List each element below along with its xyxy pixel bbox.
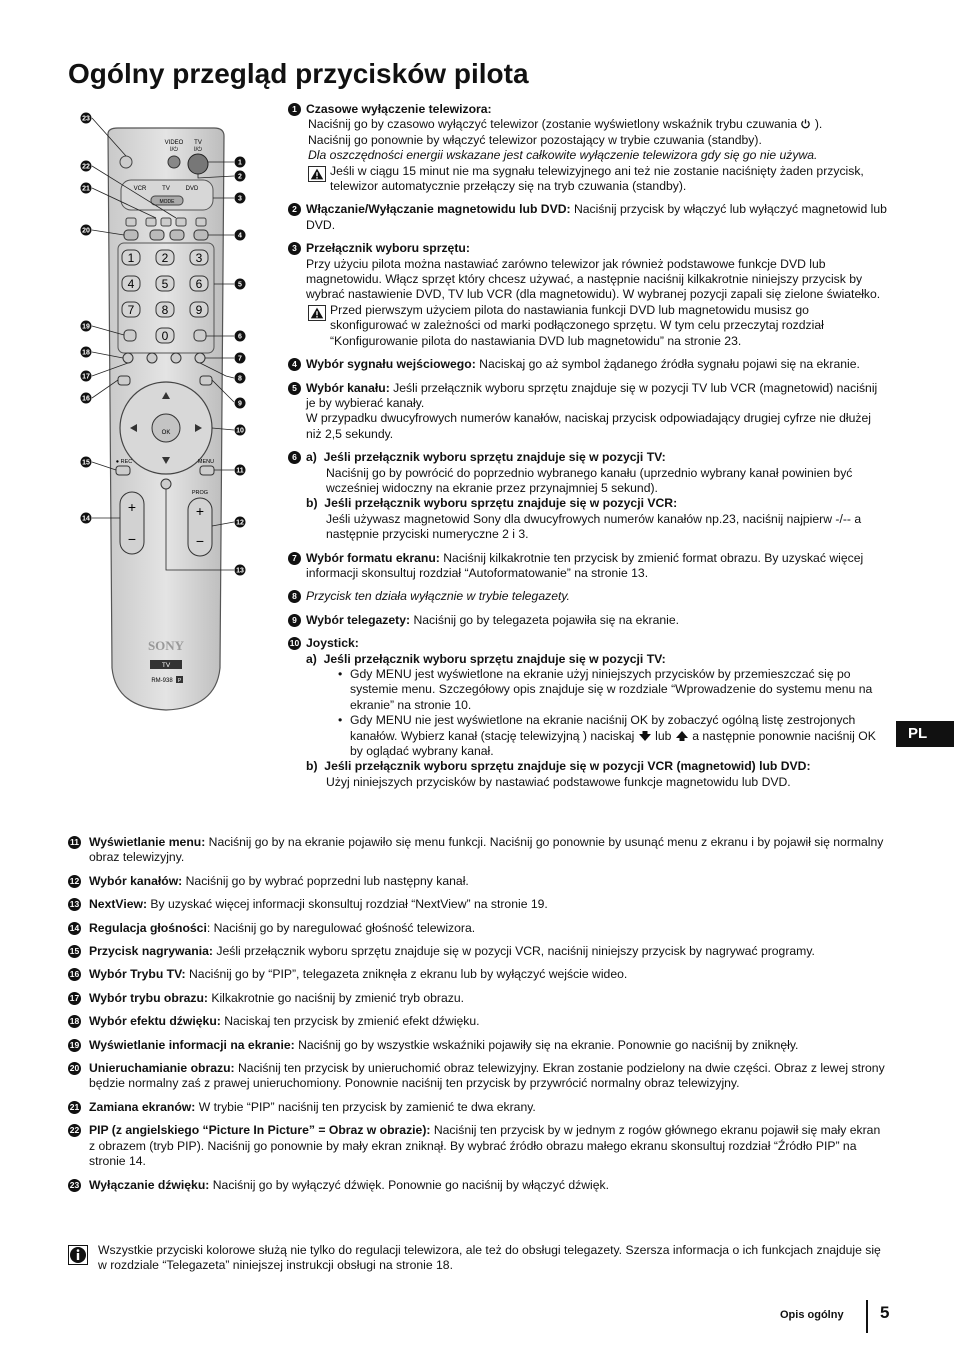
item-title: Włączanie/Wyłączanie magnetowidu lub DVD: bbox=[306, 202, 571, 217]
mute-button bbox=[120, 156, 132, 168]
item-text: Jeśli przełącznik wyboru sprzętu znajduje się w pozycji TV lub VCR (magnetowid) naciśnij je by wybierać kanały. bbox=[306, 380, 878, 410]
item-number: 9 bbox=[288, 614, 301, 627]
callout-6: 6 bbox=[238, 333, 242, 341]
item-title: Wybór sygnału wejściowego: bbox=[306, 357, 476, 372]
item-text: Naciśnij go by wyłączyć dźwięk. Ponownie go naciśnij by włączyć dźwięk. bbox=[212, 1177, 609, 1192]
remote-label-ok: OK bbox=[161, 430, 171, 436]
bullet-item: • Gdy MENU jest wyświetlone na ekranie użyj niniejszych przycisków by przemieszczać się po systemie menu. Szczegółowy opis znajduje się w rozdziale “Wprowadzenie do systemu menu na ekranie” na stronie 10. bbox=[338, 667, 888, 713]
item-9 bbox=[288, 613, 888, 628]
item-number: 22 bbox=[69, 1125, 80, 1136]
item-number: 10 bbox=[289, 638, 300, 649]
item-text: Naciśnij go by wszystkie wskaźniki pojawiły się na ekranie. Ponownie go naciśnij by zniknęły. bbox=[298, 1037, 799, 1052]
warning-icon bbox=[308, 305, 326, 321]
item-13 bbox=[68, 897, 888, 912]
info-note-text: Wszystkie przyciski kolorowe służą nie tylko do regulacji telewizora, ale też do obsługi telegazety. Szersza informacja o ich funkcjach znajduje się w rozdziale “Telegazeta” niniejszej instrukcji obsługi na stronie 18. bbox=[98, 1243, 881, 1273]
item-text: Naciśnij go by “PIP”, telegazeta zniknęła z ekranu lub by wyłączyć wejście wideo. bbox=[189, 967, 628, 982]
item-number: 15 bbox=[69, 946, 80, 957]
item-text: Naciśnij przycisk by włączyć lub wyłączyć magnetowid lub DVD. bbox=[306, 202, 887, 232]
key-3: 3 bbox=[195, 251, 203, 265]
item-text: Naciśnij ten przycisk by w jednym z rogów głównego ekranu pojawił się mały ekran z obrazem (tryb PIP). Naciśnij go ponownie by mały ekran zniknął. By wybrać źródło obrazu małego ekranu skonsultuj rozdział “Źródło PIP” na stronie 14. bbox=[89, 1123, 881, 1169]
prog-minus: − bbox=[195, 533, 205, 549]
item-title: Przycisk nagrywania: bbox=[89, 944, 213, 959]
bullet-text-a: Gdy MENU nie jest wyświetlone na ekranie naciśnij OK by zobaczyć ogólną listę zestrojonych kanałów. Wybierz kanał (stację telewizyjną ) naciskaj bbox=[350, 713, 856, 743]
sub-title-b: Jeśli przełącznik wyboru sprzętu znajduje się w pozycji VCR (magnetowid) lub DVD: bbox=[324, 759, 811, 774]
item-1 bbox=[288, 102, 888, 194]
remote-model: RM-938 bbox=[151, 678, 173, 684]
item-title: Joystick: bbox=[306, 636, 359, 651]
item-number: 8 bbox=[288, 590, 301, 603]
item-number: 14 bbox=[69, 922, 80, 933]
callout-23: 23 bbox=[82, 115, 90, 123]
sub-text-b: Użyj niniejszych przycisków by nastawiać podstawowe funkcje magnetowidu lub DVD. bbox=[326, 774, 791, 789]
callout-17: 17 bbox=[82, 373, 90, 381]
item-title: Zamiana ekranów: bbox=[89, 1099, 196, 1114]
footer-section: Opis ogólny bbox=[780, 1309, 844, 1321]
remote-label-video: VIDEO bbox=[164, 140, 184, 146]
remote-label-menu: MENU bbox=[197, 459, 215, 465]
item-title: Wybór efektu dźwięku: bbox=[89, 1014, 221, 1029]
key-4: 4 bbox=[127, 277, 135, 291]
warning-note bbox=[306, 303, 888, 349]
item-5 bbox=[288, 381, 888, 443]
sub-text-b: Jeśli używasz magnetowid Sony dla dwucyfrowych numerów kanałów np.23, naciśnij najpierw -/-- a następnie przyciski numeryczne 2 i 3. bbox=[326, 511, 862, 542]
item-number: 18 bbox=[69, 1016, 80, 1027]
key-7: 7 bbox=[127, 303, 135, 317]
remote-label-tv: TV bbox=[194, 140, 202, 146]
key-8: 8 bbox=[161, 303, 169, 317]
item-text: W trybie “PIP” naciśnij ten przycisk by zamienić te dwa ekrany. bbox=[198, 1099, 536, 1114]
warning-icon bbox=[308, 166, 326, 182]
callout-4: 4 bbox=[238, 232, 242, 240]
item-number: 16 bbox=[69, 969, 80, 980]
sub-title-a: Jeśli przełącznik wyboru sprzętu znajduje się w pozycji TV: bbox=[323, 651, 666, 666]
item-number: 17 bbox=[69, 992, 80, 1003]
bullet-text-b: lub bbox=[655, 728, 672, 743]
item-number: 2 bbox=[288, 203, 301, 216]
item-20 bbox=[68, 1061, 888, 1092]
remote-label-tv2: TV bbox=[162, 186, 170, 192]
item-18 bbox=[68, 1014, 888, 1029]
remote-control-illustration bbox=[66, 108, 266, 718]
item-number: 21 bbox=[69, 1101, 80, 1112]
item-text-italic: Dla oszczędności energii wskazane jest całkowite wyłączenie telewizora gdy się go nie używa. bbox=[308, 148, 818, 163]
tv-mode-button bbox=[118, 376, 130, 385]
item-title: Wybór formatu ekranu: bbox=[306, 550, 440, 565]
item-number: 3 bbox=[288, 242, 301, 255]
sub-label-b: b) bbox=[306, 496, 318, 511]
menu-button bbox=[200, 466, 214, 475]
remote-label-video-power: I/⏻ bbox=[169, 147, 179, 153]
item-number: 23 bbox=[69, 1179, 80, 1190]
item-text-2: Naciśnij go ponownie by włączyć telewizor pozostający w trybie czuwania (standby). bbox=[308, 132, 762, 147]
item-15 bbox=[68, 944, 888, 959]
item-number: 5 bbox=[288, 382, 301, 395]
warning-note bbox=[306, 164, 888, 195]
item-number: 6 bbox=[288, 451, 301, 464]
remote-label-mode: MODE bbox=[159, 199, 175, 205]
key-0: 0 bbox=[161, 329, 169, 343]
callout-14: 14 bbox=[82, 515, 90, 523]
joystick-ok bbox=[152, 414, 180, 442]
sub-label-b: b) bbox=[306, 759, 318, 774]
item-text: Naciskaj ten przycisk by zmienić efekt dźwięku. bbox=[224, 1014, 480, 1029]
info-button bbox=[124, 330, 136, 341]
item-text: Naciśnij go by na ekranie pojawiło się menu funkcji. Naciśnij go ponownie by usunąć menu z ekranu i by pojawił się normalny obraz telewizyjny. bbox=[89, 835, 884, 865]
item-title: Wyświetlanie informacji na ekranie: bbox=[89, 1037, 295, 1052]
item-text: Naciskaj go aż symbol żądanego źródła sygnału pojawi się na ekranie. bbox=[479, 357, 860, 372]
callout-13: 13 bbox=[236, 567, 244, 575]
item-text: Naciśnij go by czasowo wyłączyć telewizor (zostanie wyświetlony wskaźnik trybu czuwania bbox=[308, 117, 798, 132]
item-title: Wybór kanału: bbox=[306, 380, 390, 395]
item-7 bbox=[288, 551, 888, 582]
language-tab: PL bbox=[896, 721, 954, 747]
video-power-button bbox=[168, 156, 180, 168]
item-number: 12 bbox=[69, 875, 80, 886]
item-3 bbox=[288, 241, 888, 349]
right-column bbox=[288, 102, 888, 798]
remote-model-suffix: P bbox=[177, 678, 182, 684]
remote-label-dvd: DVD bbox=[185, 186, 199, 192]
item-title: Wybór telegazety: bbox=[306, 612, 411, 627]
warning-text: Jeśli w ciągu 15 minut nie ma sygnału telewizyjnego ani też nie zostanie naciśnięty żaden przycisk, telewizor automatycznie przełączy się na tryb czuwania (standby). bbox=[330, 163, 864, 194]
info-note bbox=[68, 1243, 888, 1274]
remote-label-prog: PROG bbox=[191, 490, 209, 496]
item-text-2: W przypadku dwucyfrowych numerów kanałów, naciskaj przycisk odpowiadający drugiej cyfrze nie dłużej niż 2,5 sekundy. bbox=[306, 411, 871, 441]
item-text: Kilkakrotnie go naciśnij by zmienić tryb obrazu. bbox=[211, 990, 465, 1005]
remote-label-vcr: VCR bbox=[133, 186, 147, 192]
key-6: 6 bbox=[195, 277, 203, 291]
item-title: Unieruchamianie obrazu: bbox=[89, 1061, 235, 1076]
callout-7: 7 bbox=[238, 355, 242, 363]
callout-3: 3 bbox=[238, 195, 242, 203]
item-title: Wybór kanałów: bbox=[89, 873, 183, 888]
volume-plus: + bbox=[127, 499, 137, 515]
item-16 bbox=[68, 967, 888, 982]
info-icon bbox=[68, 1245, 88, 1265]
key-5: 5 bbox=[161, 277, 169, 291]
key-2: 2 bbox=[161, 251, 169, 265]
rec-button bbox=[116, 466, 130, 475]
callout-18: 18 bbox=[82, 349, 90, 357]
item-number: 7 bbox=[288, 552, 301, 565]
item-title: Czasowe wyłączenie telewizora: bbox=[306, 102, 492, 116]
item-22 bbox=[68, 1123, 888, 1169]
nextview-button bbox=[161, 479, 171, 489]
sub-title-b: Jeśli przełącznik wyboru sprzętu znajduje się w pozycji VCR: bbox=[324, 496, 678, 511]
up-arrow-icon bbox=[675, 730, 689, 742]
key-1: 1 bbox=[127, 251, 135, 265]
callout-11: 11 bbox=[236, 467, 244, 475]
callout-12: 12 bbox=[236, 519, 244, 527]
item-text: Naciśnij go by telegazeta pojawiła się na ekranie. bbox=[413, 612, 680, 627]
item-2 bbox=[288, 202, 888, 233]
callout-5: 5 bbox=[238, 281, 242, 289]
item-10 bbox=[288, 636, 888, 790]
item-title: Wyłączanie dźwięku: bbox=[89, 1177, 210, 1192]
page-number: 5 bbox=[880, 1303, 890, 1322]
callout-9: 9 bbox=[238, 400, 242, 408]
callout-2: 2 bbox=[238, 173, 242, 181]
item-14 bbox=[68, 921, 888, 936]
remote-label-tv-power: I/⏻ bbox=[193, 147, 203, 153]
sub-label-a: a) bbox=[306, 450, 317, 465]
callout-10: 10 bbox=[236, 427, 244, 435]
item-12 bbox=[68, 874, 888, 889]
lower-list bbox=[68, 835, 888, 1201]
callout-16: 16 bbox=[82, 395, 90, 403]
item-11 bbox=[68, 835, 888, 866]
item-number: 13 bbox=[69, 899, 80, 910]
item-title: NextView: bbox=[89, 897, 148, 912]
item-text: Przy użyciu pilota można nastawiać zarówno telewizor jak również podstawowe funkcje DVD lub magnetowidu. Włącz sprzęt który chcesz używać, a następnie naciśnij kilkakrotnie niniejszy przycisk by wybrać nastawienie DVD, TV lub VCR (dla magnetowidu). W wybranej pozycji zapali się zielone światełko. bbox=[306, 256, 881, 302]
item-title: PIP (z angielskiego “Picture In Picture” = Obraz w obrazie): bbox=[89, 1123, 431, 1138]
item-text: : Naciśnij go by naregulować głośność telewizora. bbox=[206, 920, 476, 935]
item-number: 19 bbox=[69, 1039, 80, 1050]
tv-power-button bbox=[188, 154, 208, 174]
item-19 bbox=[68, 1038, 888, 1053]
sub-text-a: Naciśnij go by powrócić do poprzednio wybranego kanału (uprzednio wybrany kanał powinien być wcześniej widoczny na ekranie przez przynajmniej 5 sekund). bbox=[326, 465, 853, 495]
joystick-bullets bbox=[306, 667, 888, 759]
item-text: Naciśnij go by wybrać poprzedni lub następny kanał. bbox=[185, 873, 469, 888]
callout-15: 15 bbox=[82, 459, 90, 467]
callout-8: 8 bbox=[238, 375, 242, 383]
item-title: Regulacja głośności bbox=[89, 920, 207, 935]
item-text-end: ). bbox=[814, 117, 823, 132]
item-6 bbox=[288, 450, 888, 542]
item-23 bbox=[68, 1178, 888, 1193]
item-title: Przełącznik wyboru sprzętu: bbox=[306, 241, 470, 256]
item-17 bbox=[68, 991, 888, 1006]
item-text: Przycisk ten działa wyłącznie w trybie telegazety. bbox=[306, 589, 570, 604]
prog-plus: + bbox=[195, 503, 205, 519]
item-8 bbox=[288, 589, 888, 604]
remote-label-rec: ● REC bbox=[115, 459, 133, 465]
item-4 bbox=[288, 357, 888, 372]
item-title: Wyświetlanie menu: bbox=[89, 835, 206, 849]
teletext-button bbox=[200, 376, 212, 385]
key-9: 9 bbox=[195, 303, 203, 317]
item-text: Jeśli przełącznik wyboru sprzętu znajduje się w pozycji VCR, naciśnij niniejszy przycisk by nagrywać programy. bbox=[216, 944, 815, 959]
remote-label-tv-badge: TV bbox=[161, 662, 171, 669]
warning-text: Przed pierwszym użyciem pilota do nastawiania funkcji DVD lub magnetowidu musisz go skonfigurować w zależności od marki podłączonego sprzętu. W tym celu przeczytaj rozdział “Konfigurowanie pilota do nastawiania DVD lub magnetowidu” na stronie 23. bbox=[330, 302, 824, 348]
item-text: Naciśnij ten przycisk by unieruchomić obraz telewizyjny. Ekran zostanie podzielony na dwie części. Obraz z lewej strony będzie normalny zaś z prawej unieruchomiony. Ponownie naciśnij ten przycisk by przywrócić normalny obraz telewizyjny. bbox=[89, 1061, 885, 1091]
callout-20: 20 bbox=[82, 227, 90, 235]
down-arrow-icon bbox=[638, 730, 652, 742]
page-title: Ogólny przegląd przycisków pilota bbox=[68, 58, 529, 89]
callout-21: 21 bbox=[82, 185, 90, 193]
sub-title-a: Jeśli przełącznik wyboru sprzętu znajduje się w pozycji TV: bbox=[323, 450, 666, 465]
item-number: 4 bbox=[288, 358, 301, 371]
item-title: Wybór trybu obrazu: bbox=[89, 990, 208, 1005]
jump-button bbox=[194, 330, 206, 341]
callout-1: 1 bbox=[238, 159, 242, 167]
callout-19: 19 bbox=[82, 323, 90, 331]
item-number: 20 bbox=[69, 1063, 80, 1074]
item-text: Naciśnij kilkakrotnie ten przycisk by zmienić format obrazu. By uzyskać więcej informacji skonsultuj rozdział “Autoformatowanie” na stronie 13. bbox=[306, 550, 864, 580]
footer-divider bbox=[866, 1300, 868, 1333]
item-number: 1 bbox=[288, 103, 301, 116]
standby-icon bbox=[800, 118, 811, 129]
bullet-item bbox=[338, 713, 888, 759]
sub-label-a: a) bbox=[306, 651, 317, 666]
item-21 bbox=[68, 1100, 888, 1115]
item-text: By uzyskać więcej informacji skonsultuj rozdział “NextView” na stronie 19. bbox=[150, 897, 548, 912]
bullet-text-c: a następnie ponownie naciśnij OK by oglądać wybrany kanał. bbox=[350, 728, 876, 759]
brand-logo: SONY bbox=[147, 638, 185, 653]
callout-22: 22 bbox=[82, 163, 90, 171]
item-title: Wybór Trybu TV: bbox=[89, 967, 186, 982]
item-number: 11 bbox=[70, 837, 79, 847]
volume-minus: − bbox=[127, 531, 137, 547]
